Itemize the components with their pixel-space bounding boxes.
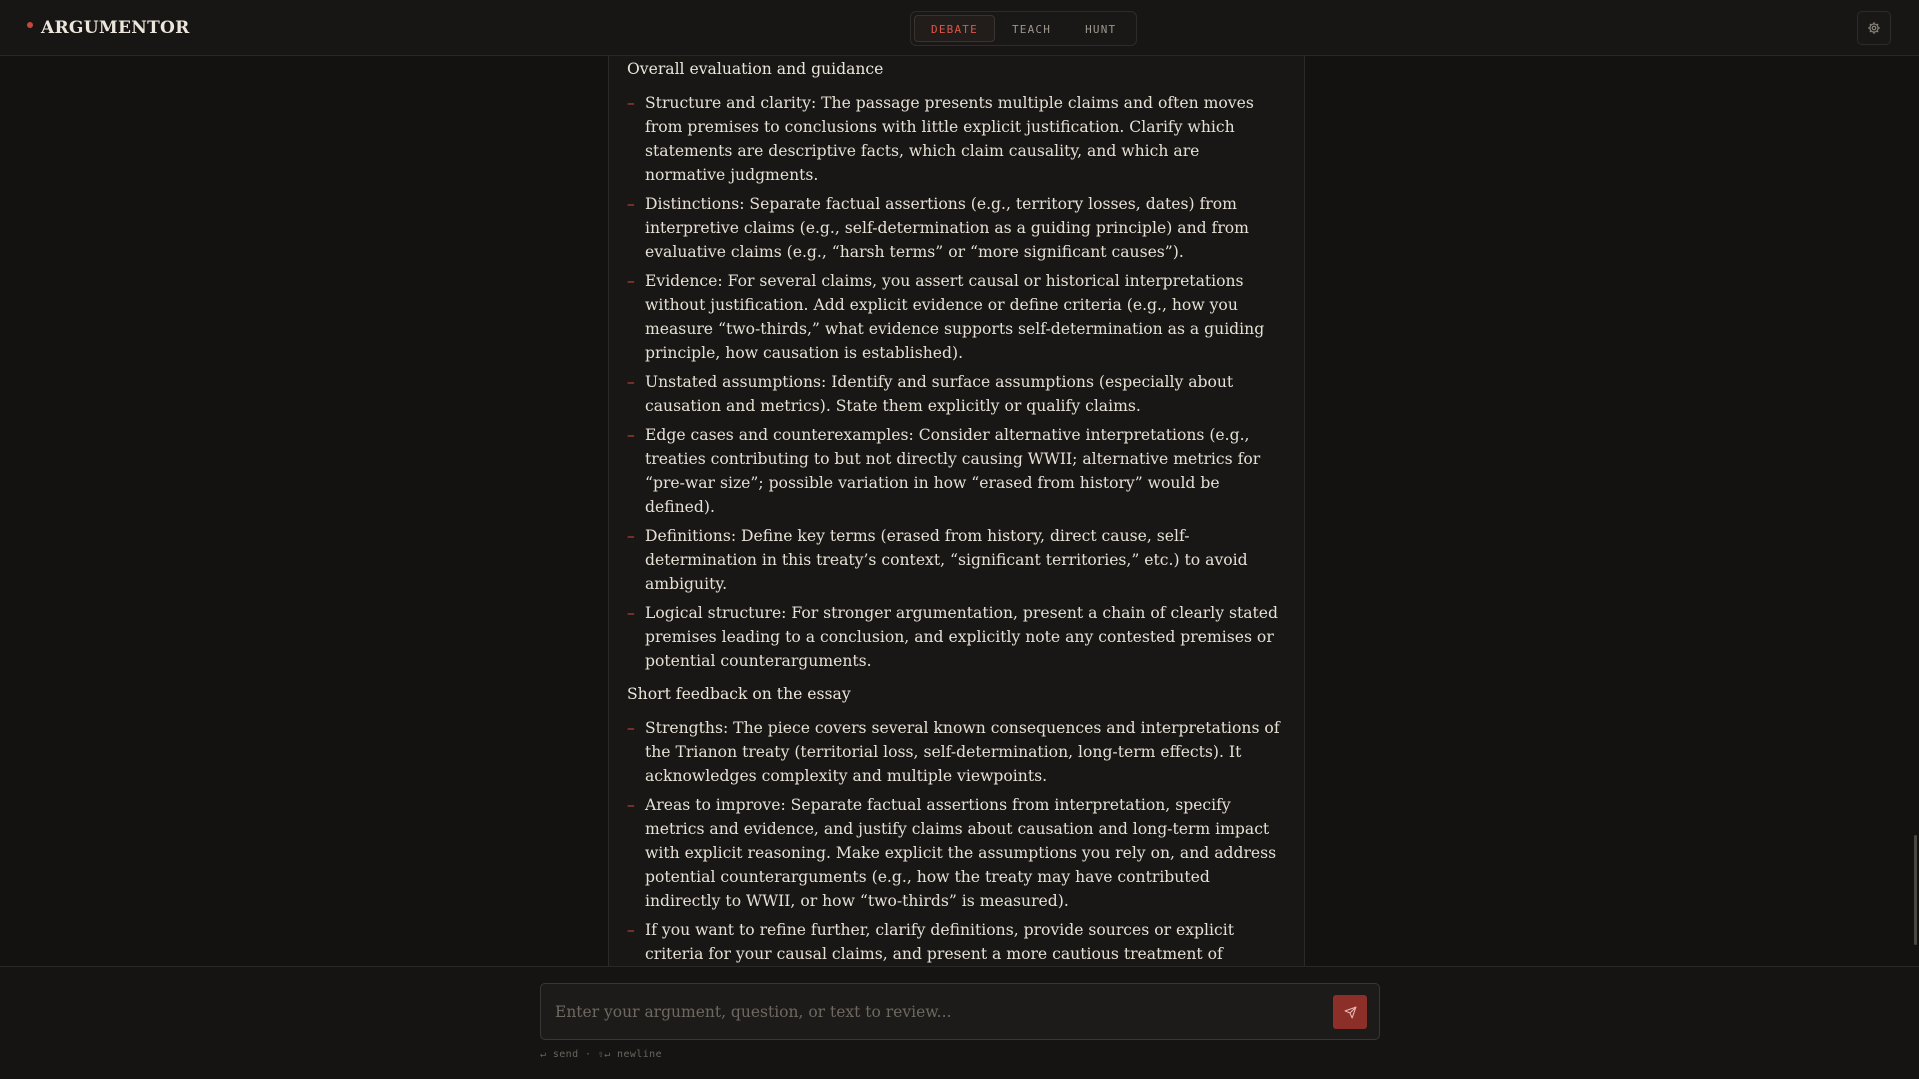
- list-item: [627, 793, 1284, 913]
- list-item: [627, 91, 1284, 187]
- tab-debate[interactable]: DEBATE: [914, 15, 995, 42]
- list-item-text: Edge cases and counterexamples: Consider alternative interpretations (e.g., treaties contributing to but not directly causing WWII; alternative metrics for “pre-war size”; possible variation in how “erased from history” would be defined).: [645, 426, 1261, 516]
- section-title-evaluation: Overall evaluation and guidance: [627, 60, 884, 78]
- bullet-dash: –: [627, 796, 635, 814]
- list-item: [627, 716, 1284, 788]
- composer-bar: [0, 966, 1919, 1079]
- send-icon: [1344, 1006, 1357, 1019]
- list-item-text: Strengths: The piece covers several known consequences and interpretations of the Trianon treaty (territorial loss, self-determination, long-term effects). It acknowledges complexity and multiple viewpoints.: [645, 719, 1280, 785]
- bullet-dash: –: [627, 527, 635, 545]
- list-item-text: Unstated assumptions: Identify and surface assumptions (especially about causation and metrics). State them explicitly or qualify claims.: [645, 373, 1234, 415]
- bullet-dash: –: [627, 921, 635, 939]
- brand: [27, 18, 190, 38]
- mode-tabs: [910, 11, 1137, 46]
- list-item: [627, 524, 1284, 596]
- evaluation-list: [627, 91, 1284, 673]
- assistant-message: [609, 56, 1304, 1038]
- brand-name: ARGUMENTOR: [41, 18, 190, 38]
- list-item-text: Distinctions: Separate factual assertions (e.g., territory losses, dates) from interpretive claims (e.g., self-determination as a guiding principle) and from evaluative claims (e.g., “harsh terms” or “more significant causes”).: [645, 195, 1249, 261]
- gear-icon: [1867, 21, 1881, 35]
- list-item: [627, 370, 1284, 418]
- list-item: [627, 423, 1284, 519]
- bullet-dash: –: [627, 94, 635, 112]
- bullet-dash: –: [627, 272, 635, 290]
- list-item-text: Areas to improve: Separate factual assertions from interpretation, specify metrics and evidence, and justify claims about causation and long-term impact with explicit reasoning. Make explicit the assumptions you rely on, and address potential counterarguments (e.g., how the treaty may have contributed indirectly to WWII, or how “two-thirds” is measured).: [645, 796, 1277, 910]
- bullet-dash: –: [627, 195, 635, 213]
- send-button[interactable]: [1333, 995, 1367, 1029]
- bullet-dash: –: [627, 426, 635, 444]
- keyboard-hint: ↵ send · ⇧↵ newline: [540, 1049, 662, 1060]
- list-item-text: Logical structure: For stronger argumentation, present a chain of clearly stated premises leading to a conclusion, and explicitly note any contested premises or potential counterarguments.: [645, 604, 1279, 670]
- bullet-dash: –: [627, 373, 635, 391]
- section-title-feedback: Short feedback on the essay: [627, 685, 851, 703]
- scrollbar-thumb[interactable]: [1914, 835, 1917, 945]
- tab-teach[interactable]: TEACH: [1011, 23, 1052, 36]
- brand-dot-icon: [27, 22, 33, 28]
- settings-button[interactable]: [1857, 11, 1891, 45]
- argument-input[interactable]: [553, 984, 1313, 1039]
- list-item-text: If you want to refine further, clarify definitions, provide sources or explicit criteria for your causal claims, and present a more cautious treatment of: [645, 921, 1234, 963]
- list-item: [627, 601, 1284, 673]
- composer: [540, 983, 1380, 1040]
- bullet-dash: –: [627, 604, 635, 622]
- list-item-text: Evidence: For several claims, you assert causal or historical interpretations without justification. Add explicit evidence or define criteria (e.g., how you measure “two-thirds,” what evidence supports self-determination as a guiding principle, how causation is established).: [645, 272, 1265, 362]
- list-item-text: Structure and clarity: The passage presents multiple claims and often moves from premises to conclusions with little explicit justification. Clarify which statements are descriptive facts, which claim causality, and which are normative judgments.: [645, 94, 1254, 184]
- tab-hunt[interactable]: HUNT: [1085, 23, 1117, 36]
- list-item: [627, 269, 1284, 365]
- bullet-dash: –: [627, 719, 635, 737]
- top-bar: [0, 0, 1919, 56]
- conversation-panel: [608, 56, 1305, 966]
- list-item: [627, 192, 1284, 264]
- list-item-text: Definitions: Define key terms (erased from history, direct cause, self-determination in this treaty’s context, “significant territories,” etc.) to avoid ambiguity.: [645, 527, 1248, 593]
